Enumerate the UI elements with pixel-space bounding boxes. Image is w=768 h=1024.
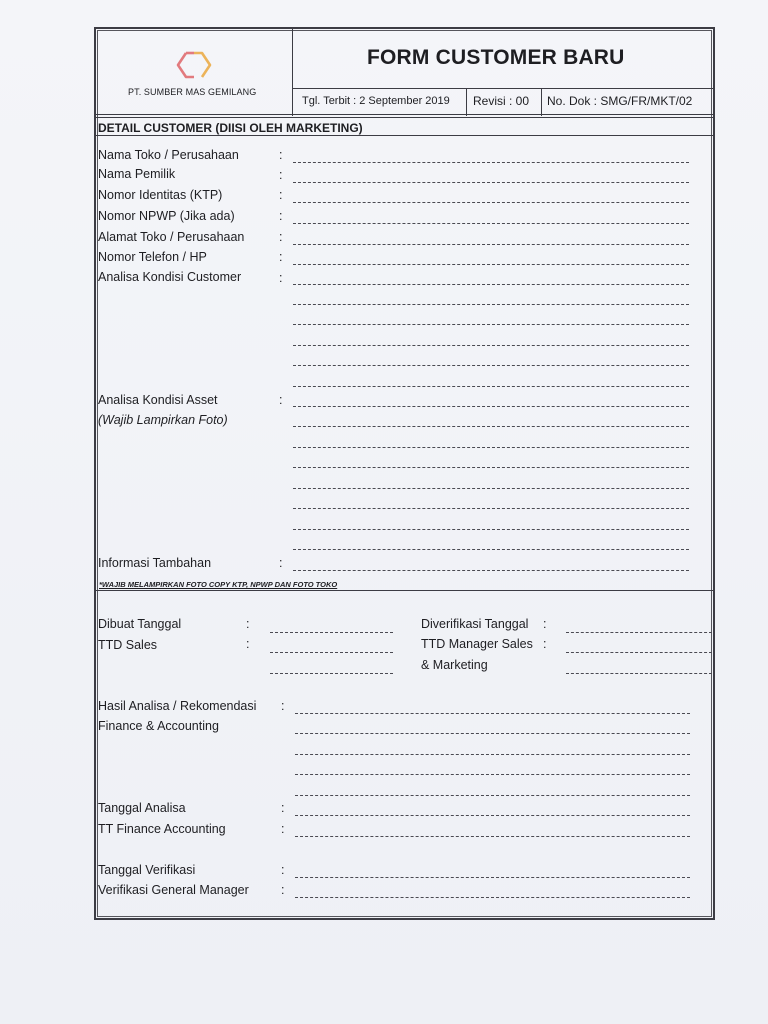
colon: : [543, 617, 547, 631]
fill-line-asset-analysis[interactable] [293, 549, 689, 550]
label-recommendation: Hasil Analisa / Rekomendasi [98, 699, 257, 713]
label-manager-sign-2: & Marketing [421, 658, 488, 672]
colon: : [279, 230, 283, 244]
label-gm-verify: Verifikasi General Manager [98, 883, 249, 897]
meta-divider-2 [541, 88, 542, 116]
fill-line-asset-analysis[interactable] [293, 467, 689, 468]
fill-line-sales-sign[interactable] [270, 652, 393, 653]
label-additional-info: Informasi Tambahan [98, 556, 212, 570]
fill-line-verify-date[interactable] [295, 877, 690, 878]
header-bottom-line-2 [95, 117, 714, 118]
label-verify-date: Tanggal Verifikasi [98, 863, 196, 877]
revision: Revisi : 00 [473, 94, 530, 108]
fill-line-store-name[interactable] [293, 162, 689, 163]
label-sales-sign: TTD Sales [98, 638, 158, 652]
colon: : [281, 883, 285, 897]
colon: : [279, 209, 283, 223]
fill-line-customer-analysis[interactable] [293, 284, 689, 285]
document-number: No. Dok : SMG/FR/MKT/02 [547, 94, 693, 108]
colon: : [279, 556, 283, 570]
colon: : [281, 801, 285, 815]
fill-line-customer-analysis[interactable] [293, 345, 689, 346]
fill-line-recommendation[interactable] [295, 754, 690, 755]
fill-line-finance-sign[interactable] [295, 836, 690, 837]
fill-line-asset-analysis[interactable] [293, 406, 689, 407]
fill-line-recommendation[interactable] [295, 733, 690, 734]
fill-line-asset-analysis[interactable] [293, 529, 689, 530]
fill-line-analysis-date[interactable] [295, 815, 690, 816]
fill-line-manager-sign[interactable] [566, 673, 712, 674]
fill-line-gm-verify[interactable] [295, 897, 690, 898]
colon: : [279, 393, 283, 407]
colon: : [246, 617, 250, 631]
fill-line-verified-date[interactable] [566, 632, 712, 633]
label-verified-date: Diverifikasi Tanggal [421, 617, 529, 631]
label-npwp: Nomor NPWP (Jika ada) [98, 209, 235, 223]
fill-line-phone[interactable] [293, 264, 689, 265]
meta-divider-1 [466, 88, 467, 116]
fill-line-asset-analysis[interactable] [293, 488, 689, 489]
fill-line-recommendation[interactable] [295, 774, 690, 775]
colon: : [279, 250, 283, 264]
colon: : [279, 188, 283, 202]
fill-line-manager-sign[interactable] [566, 652, 712, 653]
colon: : [279, 168, 283, 182]
fill-line-recommendation[interactable] [295, 713, 690, 714]
company-name: PT. SUMBER MAS GEMILANG [128, 87, 257, 97]
fill-line-customer-analysis[interactable] [293, 304, 689, 305]
fill-line-id-number[interactable] [293, 202, 689, 203]
label-manager-sign: TTD Manager Sales [421, 637, 533, 651]
form-title: FORM CUSTOMER BARU [367, 46, 625, 69]
colon: : [281, 863, 285, 877]
label-asset-note: (Wajib Lampirkan Foto) [98, 413, 228, 427]
label-created-date: Dibuat Tanggal [98, 617, 182, 631]
fill-line-customer-analysis[interactable] [293, 324, 689, 325]
fill-line-address[interactable] [293, 244, 689, 245]
label-finance-sign: TT Finance Accounting [98, 822, 226, 836]
fill-line-owner-name[interactable] [293, 182, 689, 183]
label-asset-analysis: Analisa Kondisi Asset [98, 393, 218, 407]
label-analysis-date: Tanggal Analisa [98, 801, 186, 815]
fill-line-customer-analysis[interactable] [293, 365, 689, 366]
fill-line-npwp[interactable] [293, 223, 689, 224]
label-customer-analysis: Analisa Kondisi Customer [98, 270, 242, 284]
fill-line-customer-analysis[interactable] [293, 386, 689, 387]
fill-line-asset-analysis[interactable] [293, 508, 689, 509]
section-bottom-line [95, 590, 714, 591]
company-logo-icon [172, 50, 216, 80]
fill-line-recommendation[interactable] [295, 795, 690, 796]
section-title-line [95, 135, 714, 136]
colon: : [279, 148, 283, 162]
label-address: Alamat Toko / Perusahaan [98, 230, 245, 244]
colon: : [281, 822, 285, 836]
label-store-name: Nama Toko / Perusahaan [98, 148, 239, 162]
label-phone: Nomor Telefon / HP [98, 250, 207, 264]
form-border-inner [97, 30, 712, 917]
fill-line-asset-analysis[interactable] [293, 426, 689, 427]
label-id-number: Nomor Identitas (KTP) [98, 188, 223, 202]
section-title: DETAIL CUSTOMER (DIISI OLEH MARKETING) [98, 121, 363, 135]
issue-date: Tgl. Terbit : 2 September 2019 [302, 95, 450, 107]
fill-line-created-date[interactable] [270, 632, 393, 633]
colon: : [543, 637, 547, 651]
fill-line-additional-info[interactable] [293, 570, 689, 571]
header-divider [292, 28, 293, 116]
label-owner-name: Nama Pemilik [98, 167, 176, 181]
colon: : [279, 271, 283, 285]
fill-line-asset-analysis[interactable] [293, 447, 689, 448]
label-recommendation-2: Finance & Accounting [98, 719, 219, 733]
header-bottom-line [95, 114, 714, 115]
fill-line-sales-sign[interactable] [270, 673, 393, 674]
colon: : [281, 699, 285, 713]
header-meta-line [292, 88, 714, 89]
colon: : [246, 637, 250, 651]
attachment-note: *WAJIB MELAMPIRKAN FOTO COPY KTP, NPWP DAN FOTO TOKO [99, 580, 338, 589]
